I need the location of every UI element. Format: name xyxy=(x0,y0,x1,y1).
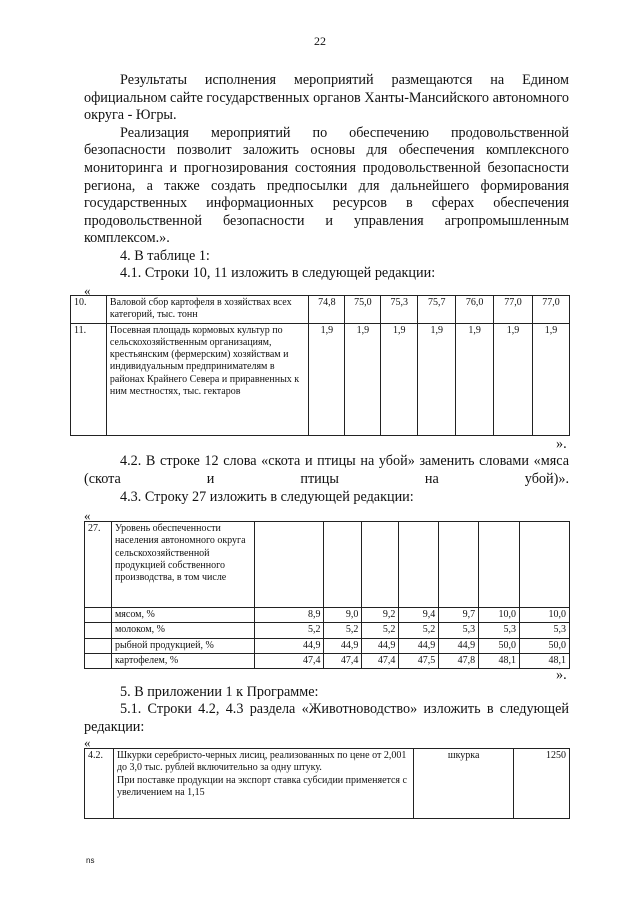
intro-text xyxy=(84,72,569,248)
value-cell: 5,2 xyxy=(254,623,324,638)
row-title: Уровень обеспеченности населения автономного округа сельскохозяйственной продукцией собственного производства, в том числе xyxy=(111,522,254,608)
table1-open-quote: « xyxy=(84,283,91,298)
item-5: 5. В приложении 1 к Программе: xyxy=(120,684,319,700)
value-cell: 47,4 xyxy=(254,653,324,668)
row-label: рыбной продукцией, % xyxy=(111,638,254,653)
row-label: картофелем, % xyxy=(111,653,254,668)
table2-close-quote: ». xyxy=(556,667,567,683)
value-cell: 77,0 xyxy=(533,296,570,324)
value-cell: 5,3 xyxy=(520,623,570,638)
row-label: мясом, % xyxy=(111,608,254,623)
row-number: 4.2. xyxy=(85,749,114,819)
value-cell: 48,1 xyxy=(479,653,520,668)
table-row xyxy=(85,623,570,638)
value-cell: 44,9 xyxy=(439,638,479,653)
value-cell: 74,8 xyxy=(309,296,345,324)
value-cell: 77,0 xyxy=(494,296,533,324)
value-cell: 47,5 xyxy=(399,653,439,668)
row-note: При поставке продукции на экспорт ставка субсидии применяется с увеличением на 1,15 xyxy=(116,774,407,798)
value-cell: 1,9 xyxy=(456,323,494,435)
table-row xyxy=(71,323,570,435)
value-cell: 50,0 xyxy=(479,638,520,653)
table-row xyxy=(85,653,570,668)
value-cell: 1,9 xyxy=(381,323,418,435)
unit-cell: шкурка xyxy=(414,749,514,819)
page-number: 22 xyxy=(314,34,326,48)
item-4-2: 4.2. В строке 12 слова «скота и птицы на убой» заменить словами «мяса (скота и птицы на убой)». xyxy=(84,453,569,487)
value-cell: 5,3 xyxy=(439,623,479,638)
value-cell: 1,9 xyxy=(309,323,345,435)
value-cell: 44,9 xyxy=(324,638,362,653)
value-cell: 9,7 xyxy=(439,608,479,623)
value-cell: 9,2 xyxy=(362,608,399,623)
value-cell: 75,3 xyxy=(381,296,418,324)
table-3 xyxy=(84,748,570,819)
row-label: молоком, % xyxy=(111,623,254,638)
value-cell: 1,9 xyxy=(345,323,381,435)
corner-mark: ns xyxy=(86,856,95,865)
intro-paragraph-1: Результаты исполнения мероприятий размещаются на Едином официальном сайте государственных органов Ханты-Мансийского автономного округа - Югры. xyxy=(84,72,569,124)
value-cell: 10,0 xyxy=(520,608,570,623)
item-4-1: 4.1. Строки 10, 11 изложить в следующей редакции: xyxy=(120,265,436,281)
value-cell: 1,9 xyxy=(418,323,456,435)
table-row xyxy=(85,522,570,608)
value-cell: 1,9 xyxy=(494,323,533,435)
value-cell: 10,0 xyxy=(479,608,520,623)
row-number: 27. xyxy=(85,522,112,608)
table2-open-quote: « xyxy=(84,508,91,523)
value-cell: 50,0 xyxy=(520,638,570,653)
rate-cell: 1250 xyxy=(514,749,570,819)
item-4: 4. В таблице 1: xyxy=(120,248,210,264)
value-cell: 9,0 xyxy=(324,608,362,623)
value-cell: 47,4 xyxy=(362,653,399,668)
value-cell: 47,8 xyxy=(439,653,479,668)
table-1 xyxy=(70,295,570,436)
row-name: Валовой сбор картофеля в хозяйствах всех категорий, тыс. тонн xyxy=(106,296,309,324)
value-cell: 48,1 xyxy=(520,653,570,668)
value-cell: 5,2 xyxy=(362,623,399,638)
value-cell: 47,4 xyxy=(324,653,362,668)
value-cell: 9,4 xyxy=(399,608,439,623)
value-cell: 5,2 xyxy=(399,623,439,638)
value-cell: 1,9 xyxy=(533,323,570,435)
table-row xyxy=(85,749,570,819)
value-cell: 5,3 xyxy=(479,623,520,638)
intro-paragraph-2: Реализация мероприятий по обеспечению продовольственной безопасности позволит заложить основы для обеспечения комплексного мониторинга и прогнозирования состояния продовольственной безопасности региона, а также создать предпосылки для дальнейшего формирования государственных информационных ресурсов в сферах обеспечения продовольственной безопасности и управления агропромышленным комплексом.». xyxy=(84,124,569,247)
value-cell: 75,0 xyxy=(345,296,381,324)
table-row xyxy=(85,638,570,653)
row-description xyxy=(113,749,413,819)
table-row xyxy=(71,296,570,324)
table-row xyxy=(85,608,570,623)
table-2 xyxy=(84,521,570,669)
row-text: Шкурки серебристо-черных лисиц, реализованных по цене от 2,001 до 3,0 тыс. рублей включительно за одну штуку. xyxy=(116,750,407,774)
value-cell: 75,7 xyxy=(418,296,456,324)
row-number: 10. xyxy=(71,296,107,324)
value-cell: 8,9 xyxy=(254,608,324,623)
item-4-3: 4.3. Строку 27 изложить в следующей редакции: xyxy=(120,489,414,505)
value-cell: 44,9 xyxy=(254,638,324,653)
value-cell: 76,0 xyxy=(456,296,494,324)
value-cell: 44,9 xyxy=(362,638,399,653)
row-name: Посевная площадь кормовых культур по сельскохозяйственным организациям, крестьянским (фермерским) хозяйствам и индивидуальным предпринимателям в районах Крайнего Севера и приравненных к ним местностях, тыс. гектаров xyxy=(106,323,309,435)
value-cell: 44,9 xyxy=(399,638,439,653)
item-5-1: 5.1. Строки 4.2, 4.3 раздела «Животноводство» изложить в следующей редакции: xyxy=(84,701,569,735)
table3-open-quote: « xyxy=(84,735,91,750)
value-cell: 5,2 xyxy=(324,623,362,638)
row-number: 11. xyxy=(71,323,107,435)
table1-close-quote: ». xyxy=(556,436,567,452)
